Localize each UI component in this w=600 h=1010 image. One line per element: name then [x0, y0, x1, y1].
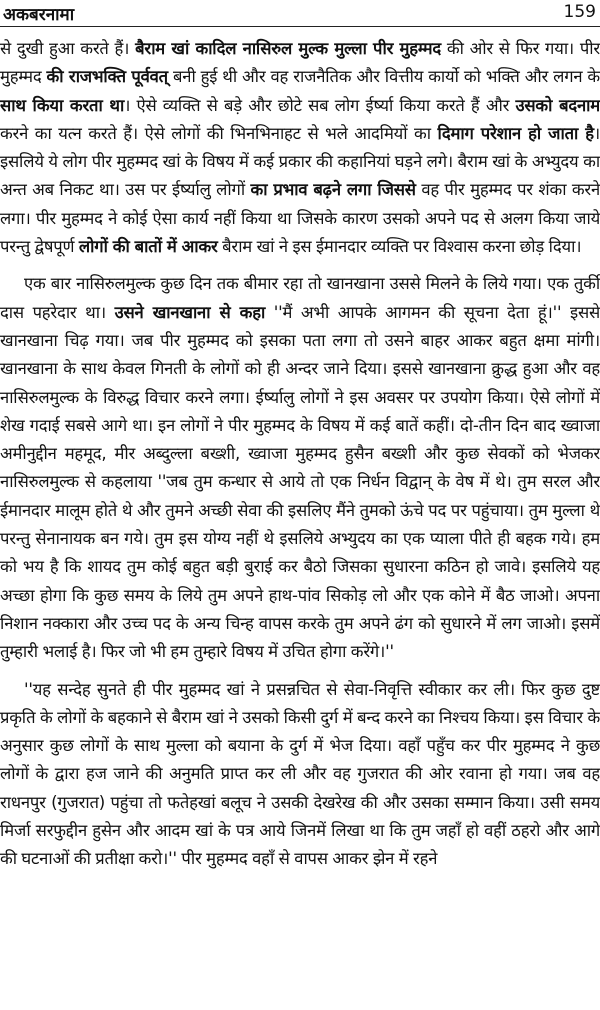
- bold-text-run: बैराम खां कादिल नासिरुल मुल्क मुल्ला पीर मुहम्मद: [135, 39, 441, 58]
- text-run: बैराम खां ने इस ईमानदार व्यक्ति पर विश्वास करना छोड़ दिया।: [217, 237, 582, 257]
- text-run: से दुखी हुआ करते हैं।: [0, 39, 136, 58]
- text-run: वह पीर मुहम्मद पर शंका करने लगा। पीर मुहम्मद ने कोई ऐसा कार्य नहीं किया था जिसके कारण उसको अपने पद से अलग किया जाये परन्तु द्वेषपूर्ण: [0, 180, 600, 257]
- text-run: एक बार नासिरुलमुल्क कुछ दिन तक बीमार रहा तो खानखाना उससे मिलने के लिये गया। एक तुर्की दास पहरेदार था।: [0, 274, 600, 322]
- running-title: अकबरनामा: [3, 5, 75, 25]
- bold-text-run: उसने खानखाना से कहा: [114, 302, 266, 322]
- paragraph-3: [0, 676, 600, 874]
- page-header: [0, 0, 600, 27]
- bold-text-run: लोगों की बातों में आकर: [78, 237, 218, 257]
- bold-text-run: की राजभक्ति पूर्ववत्: [46, 67, 168, 87]
- bold-text-run: साथ किया करता था: [0, 95, 125, 115]
- paragraph-1: [0, 35, 600, 261]
- bold-text-run: दिमाग परेशान हो जाता है: [437, 123, 594, 143]
- bold-text-run: का प्रभाव बढ़ने लगा जिससे: [250, 180, 416, 200]
- text-run: ''मैं अभी आपके आगमन की सूचना देता हूं।'' इससे खानखाना चिढ़ गया। जब पीर मुहम्मद को इसका पता लगा तो उसने बाहर आकर बहुत क्षमा मांगी। खानखाना के साथ केवल गिनती के लोगों को ही अन्दर जाने दिया। इससे खानखाना क्रुद्ध हुआ और वह नासिरुलमुल्क के विरुद्ध विचार करने लगा। ईर्ष्यालु लोगों ने इस अवसर पर उपयोग किया। ऐसे लोगों में शेख गदाई सबसे आगे था। इन लोगों ने पीर मुहम्मद के विषय में कई बातें कहीं। दो-तीन दिन बाद ख्वाजा अमीनुद्दीन महमूद, मीर अब्दुल्ला बख्शी, ख्वाजा मुहम्मद हुसैन बख्शी और कुछ सेवकों को भेजकर नासिरुलमुल्क से कहलाया ''जब तुम कन्धार से आये तो एक निर्धन विद्वान् के वेष में थे। तुम सरल और ईमानदार मालूम होते थे और तुमने अच्छी सेवा की इसलिए मैंने तुमको ऊंचे पद पर पहुंचाया। तुम मुल्ला थे परन्तु सेनानायक बन गये। तुम इस योग्य नहीं थे इसलिये अभ्युदय का एक प्याला पीते ही बहक गये। हम को भय है कि शायद तुम कोई बहुत बड़ी बुराई कर बैठो जिसका सुधारना कठिन हो जावे। इसलिये यह अच्छा होगा कि कुछ समय के लिये तुम अपने हाथ-पांव सिकोड़ लो और एक कोने में बैठ जाओ। अपना निशान नक्कारा और उच्च पद के अन्य चिन्ह वापस करके तुम अपने ढंग को सुधारने में लग जाओ। इसमें तुम्हारी भलाई है। फिर जो भी हम तुम्हारे विषय में उचित होगा करेंगे।'': [0, 302, 600, 662]
- text-run: करने का यत्न करते हैं। ऐसे लोगों की भिनभिनाहट से भले आदमियों का: [0, 123, 438, 143]
- text-run: । ऐसे व्यक्ति से बड़े और छोटे सब लोग ईर्ष्या किया करते हैं और: [124, 95, 516, 115]
- text-run: बनी हुई थी और वह राजनैतिक और वित्तीय कार्यो को भक्ति और लगन के: [167, 67, 600, 87]
- page-body: [0, 35, 600, 874]
- text-run: की ओर से फिर गया। पीर मुहम्मद: [0, 39, 600, 87]
- page-number: 159: [563, 2, 596, 22]
- text-run: । इसलिये ये लोग पीर मुहम्मद खां के विषय में कई प्रकार की कहानियां घड़ने लगे। बैराम खां के अभ्युदय का अन्त अब निकट था। उस पर ईर्ष्यालु लोगों: [0, 123, 600, 200]
- text-run: ''यह सन्देह सुनते ही पीर मुहम्मद खां ने प्रसन्नचित से सेवा-निवृत्ति स्वीकार कर ली। फिर कुछ दुष्ट प्रकृति के लोगों के बहकाने से बैराम खां ने उसको किसी दुर्ग में बन्द करने का निश्चय किया। इस विचार के अनुसार कुछ लोगों के साथ मुल्ला को बयाना के दुर्ग में भेज दिया। वहाँ पहुँच कर पीर मुहम्मद ने कुछ लोगों के द्वारा हज जाने की अनुमति प्राप्त कर ली और वह गुजरात की ओर रवाना हो गया। जब वह राधनपुर (गुजरात) पहुंचा तो फतेहखां बलूच ने उसकी देखरेख की और उसका सम्मान किया। उसी समय मिर्जा सरफुद्दीन हुसेन और आदम खां के पत्र आये जिनमें लिखा था कि तुम जहाँ हो वहीं ठहरो और आगे की घटनाओं की प्रतीक्षा करो।'' पीर मुहम्मद वहाँ से वापस आकर झेन में रहने: [0, 679, 600, 869]
- paragraph-2: [0, 270, 600, 666]
- bold-text-run: उसको बदनाम: [515, 95, 600, 115]
